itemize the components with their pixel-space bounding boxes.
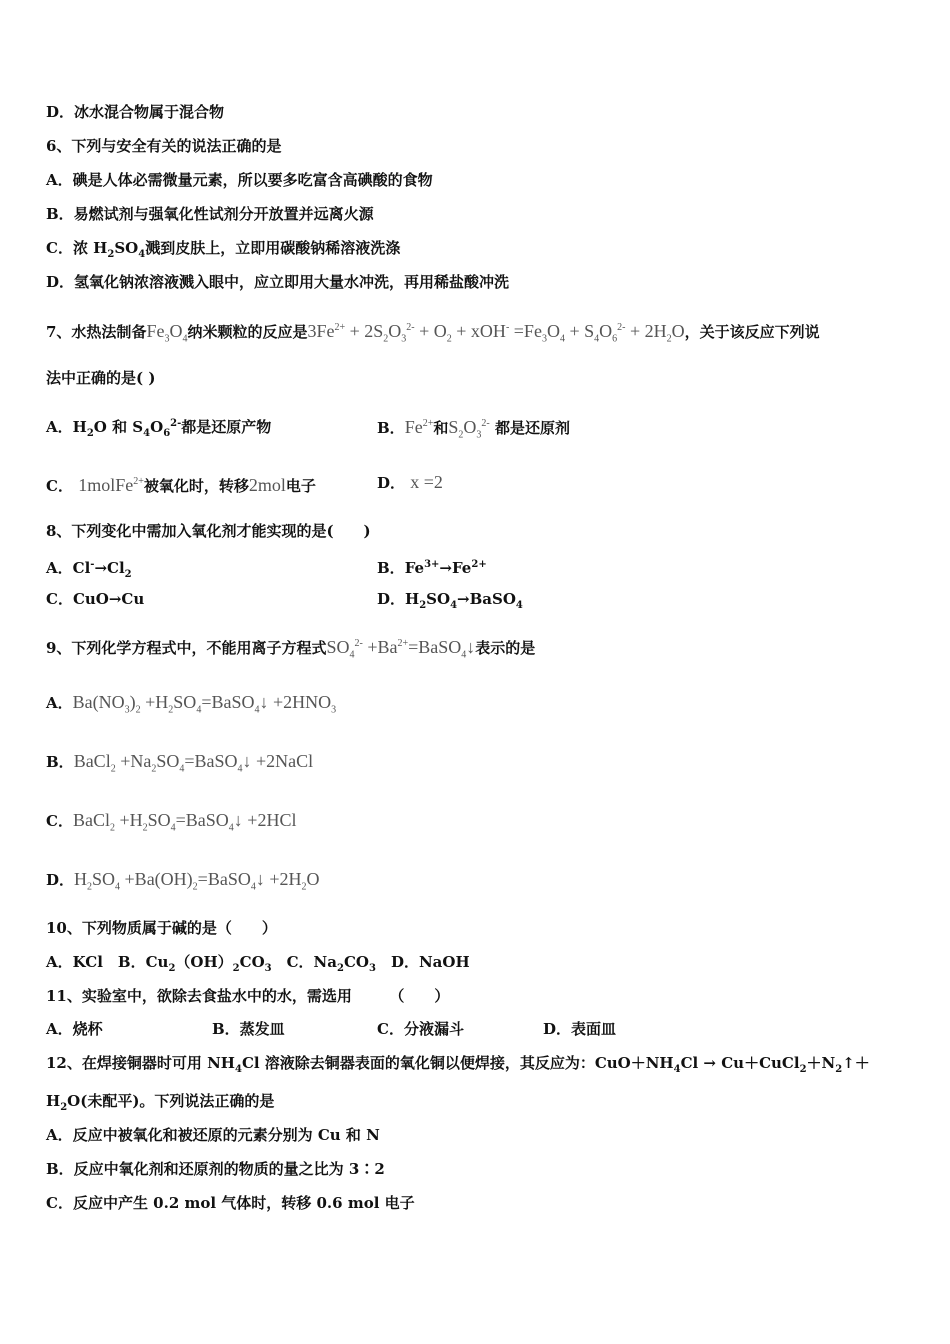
q5-option-d: D．冰水混合物属于混合物: [46, 103, 225, 121]
q11-option-b: B．蒸发皿: [212, 1020, 285, 1038]
q7-option-c: C． 1molFe$^{2+}$被氧化时，转移2mol电子: [46, 475, 316, 495]
q12-option-a: A．反应中被氧化和被还原的元素分别为 Cu 和 N: [46, 1126, 380, 1144]
q12-option-b: B．反应中氧化剂和还原剂的物质的量之比为 3∶2: [46, 1160, 385, 1178]
q12-stem-cont: $H_2O$(未配平)。下列说法正确的是: [46, 1092, 275, 1113]
q9-option-d: D．$H_2SO_4$ $+Ba(OH)_2=BaSO_4↓ +2H_2O$: [46, 869, 320, 893]
q6-option-b: B．易燃试剂与强氧化性试剂分开放置并远离火源: [46, 205, 374, 223]
q8-option-a: A．$Cl^-\to Cl_2$: [46, 559, 132, 580]
q9-stem: 9、下列化学方程式中，不能用离子方程式$SO_4^{2-}$ $+Ba^{2+}=BaSO_4↓$表示的是: [46, 637, 536, 661]
q11-stem: 11、实验室中，欲除去食盐水中的水，需选用 （ ）: [46, 987, 450, 1005]
q6-option-d: D．氢氧化钠浓溶液溅入眼中，应立即用大量水冲洗，再用稀盐酸冲洗: [46, 273, 510, 291]
q8-stem: 8、下列变化中需加入氧化剂才能实现的是( ): [46, 522, 371, 540]
q6-option-a: A．碘是人体必需微量元素，所以要多吃富含高碘酸的食物: [46, 171, 433, 189]
q8-option-b: B．$Fe^{3+}\to Fe^{2+}$: [377, 559, 487, 577]
q9-option-a: A．$Ba(NO_3)_2$ $+H_2SO_4=BaSO_4↓ +2HNO_3$: [46, 692, 337, 716]
q10-options: A．KCl B．$Cu_2(OH)_2CO_3$ C．$Na_2CO_3$ D．NaOH: [46, 953, 470, 974]
q9-option-b: B．BaCl$_2$ $+Na_2SO_4=BaSO_4↓$ +2NaCl: [46, 751, 314, 775]
q12-stem: 12、在焊接铜器时可用 $NH_4Cl$ 溶液除去铜器表面的氧化铜以便焊接，其反应为：$CuO+NH_4Cl$ → $Cu+CuCl_2+N_2↑+$: [46, 1054, 870, 1075]
q11-option-c: C．分液漏斗: [377, 1020, 464, 1038]
q8-option-c: C．CuO→Cu: [46, 590, 145, 608]
q11-option-a: A．烧杯: [46, 1020, 103, 1038]
q9-option-c: C．BaCl$_2$ $+H_2SO_4=BaSO_4↓ +2HCl$: [46, 810, 297, 834]
q12-option-c: C．反应中产生 0.2 mol 气体时，转移 0.6 mol 电子: [46, 1194, 415, 1212]
q6-stem: 6、下列与安全有关的说法正确的是: [46, 137, 282, 155]
q8-option-d: D．$H_2SO_4\to BaSO_4$: [377, 590, 523, 611]
q11-option-d: D．表面皿: [543, 1020, 617, 1038]
q7-stem-cont: 法中正确的是( ): [46, 369, 156, 387]
q7-option-a: A．$H_2O$ 和 $S_4O_6^{2-}$都是还原产物: [46, 418, 272, 439]
q7-option-d: D． x =2: [377, 472, 443, 492]
q6-option-c: C．浓 $H_2SO_4$溅到皮肤上，立即用碳酸钠稀溶液洗涤: [46, 239, 401, 260]
q7-stem: 7、水热法制备$Fe_3O_4$纳米颗粒的反应是$3Fe^{2+} + 2S_2O_3^{2-} + O_2 + xOH^- =Fe_3O_4 + S_4O_6^{2-} + 2H_2O$，关于该反应下列说: [46, 321, 820, 345]
q7-option-b: B．$Fe^{2+}$和$S_2O_3^{2-}$ 都是还原剂: [377, 417, 570, 441]
q10-stem: 10、下列物质属于碱的是（ ）: [46, 919, 277, 937]
